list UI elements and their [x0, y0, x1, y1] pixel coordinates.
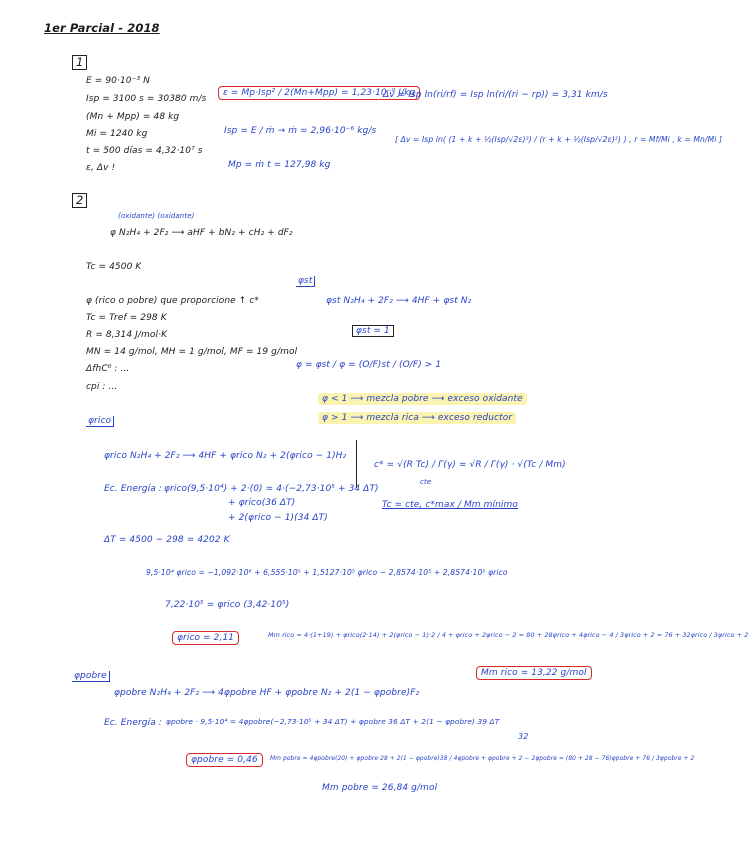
rich-reaction: φrico N₂H₄ + 2F₂ ⟶ 4HF + φrico N₂ + 2(φrico − 1)H₂ — [104, 451, 347, 461]
cstar-conclusion: Tc = cte, c*max / Mm mínimo — [382, 500, 518, 510]
phi-rico-result: φrico = 2,11 — [172, 631, 239, 645]
phi-st-value: φst = 1 — [352, 325, 394, 337]
energy-line-2: + φrico(36 ΔT) — [228, 498, 296, 508]
chamber-temperature: Tc = 4500 K — [86, 262, 142, 272]
mm-pobre-annotation: 32 — [518, 732, 529, 741]
phi-rico-label: φrico — [86, 416, 114, 427]
page-title: 1er Parcial - 2018 — [44, 21, 160, 35]
given-line: ΔfhC⁰ : ... — [86, 364, 130, 374]
stoichiometric-reaction: φst N₂H₄ + 2F₂ ⟶ 4HF + φst N₂ — [326, 296, 472, 306]
epsilon-result: ε = Mp·Isp² / 2(Mn+Mpp) = 1,23·10⁻⁹ J/kg — [218, 86, 420, 100]
given-line: R = 8,314 J/mol·K — [86, 330, 168, 340]
phi-definition: φ = φst / φ = (O/F)st / (O/F) > 1 — [296, 360, 442, 370]
delta-v-general: [ Δv = Isp ln( (1 + k + ½(Isp/√2ε)²) / (r + k + ½(Isp/√2ε)²) ) , r = Mf/Mi , k = Mn/Mi ] — [395, 135, 723, 144]
column-divider — [356, 440, 357, 488]
given-line: ε, Δv ! — [86, 163, 116, 173]
mm-rico-result: Mm rico = 13,22 g/mol — [476, 666, 592, 680]
given-line: E = 90·10⁻³ N — [86, 76, 150, 86]
energy-line-1: φrico(9,5·10⁴) + 2·(0) = 4·(−2,73·10⁵ + 34 ΔT) — [164, 484, 379, 494]
cstar-cte-note: cte — [420, 478, 432, 486]
lean-reaction: φpobre N₂H₄ + 2F₂ ⟶ 4φpobre HF + φpobre N₂ + 2(1 − φpobre)F₂ — [114, 688, 420, 698]
given-line: Tc = Tref = 298 K — [86, 313, 167, 323]
given-line: MN = 14 g/mol, MH = 1 g/mol, MF = 19 g/mol — [86, 347, 298, 357]
species-tags: (oxidante) (oxidante) — [118, 212, 195, 220]
given-line: cpi : ... — [86, 382, 118, 392]
mm-pobre-result: Mm pobre = 26,84 g/mol — [322, 783, 438, 793]
phi-st-label: φst — [296, 276, 315, 287]
given-line: φ (rico o pobre) que proporcione ↑ c* — [86, 296, 259, 306]
given-line: (Mn + Mpp) = 48 kg — [86, 112, 180, 122]
problem-1-number: 1 — [72, 55, 87, 70]
delta-t: ΔT = 4500 − 298 = 4202 K — [104, 535, 230, 545]
given-line: Mi = 1240 kg — [86, 129, 148, 139]
mm-rico-equation: Mm rico = 4·(1+19) + φrico(2·14) + 2(φrico − 1)·2 / 4 + φrico + 2φrico − 2 = 80 + 28φrico + 4φrico − 4 / 3φrico + 2 = 76 + 32φrico / 3φrico + 2 — [268, 631, 748, 639]
cstar-equation: c* = √(R Tc) / Γ(γ) = √R / Γ(γ) · √(Tc / Mm) — [374, 460, 566, 470]
given-line: t = 500 días = 4,32·10⁷ s — [86, 146, 203, 156]
general-reaction: φ N₂H₄ + 2F₂ ⟶ aHF + bN₂ + cH₂ + dF₂ — [110, 228, 293, 238]
phi-pobre-result: φpobre = 0,46 — [186, 753, 263, 767]
lean-energy-equation: φpobre · 9,5·10⁴ = 4φpobre(−2,73·10⁵ + 34 ΔT) + φpobre 36 ΔT + 2(1 − φpobre) 39 ΔT — [166, 717, 500, 726]
lean-mixture-note: φ < 1 ⟶ mezcla pobre ⟶ exceso oxidante — [318, 393, 527, 405]
solve-equation: 7,22·10⁵ = φrico (3,42·10⁵) — [165, 600, 290, 610]
energy-line-3: + 2(φrico − 1)(34 ΔT) — [228, 513, 328, 523]
expanded-energy-equation: 9,5·10⁴ φrico = −1,092·10⁶ + 6,555·10⁵ + 1,5127·10⁵ φrico − 2,8574·10⁵ + 2,8574·10⁵ φrico — [146, 568, 508, 577]
rich-mixture-note: φ > 1 ⟶ mezcla rica ⟶ exceso reductor — [318, 412, 516, 424]
mm-pobre-equation: Mm pobre = 4φpobre(20) + φpobre·28 + 2(1 − φpobre)38 / 4φpobre + φpobre + 2 − 2φpobre = (80 + 28 − 76)φpobre + 76 / 3φpobre + 2 — [270, 756, 695, 762]
problem-2-number: 2 — [72, 193, 87, 208]
mp-equation: Mp = ṁ t = 127,98 kg — [228, 160, 331, 170]
phi-pobre-label: φpobre — [72, 671, 110, 682]
energy-label: Ec. Energía : — [104, 484, 162, 494]
given-line: Isp = 3100 s = 30380 m/s — [86, 94, 207, 104]
isp-equation: Isp = E / ṁ → ṁ = 2,96·10⁻⁶ kg/s — [224, 126, 377, 136]
energy-label-lean: Ec. Energía : — [104, 718, 162, 728]
delta-v-result: Δv = Isp ln(ri/rf) = Isp ln(ri/(ri − rp)) = 3,31 km/s — [383, 90, 608, 100]
